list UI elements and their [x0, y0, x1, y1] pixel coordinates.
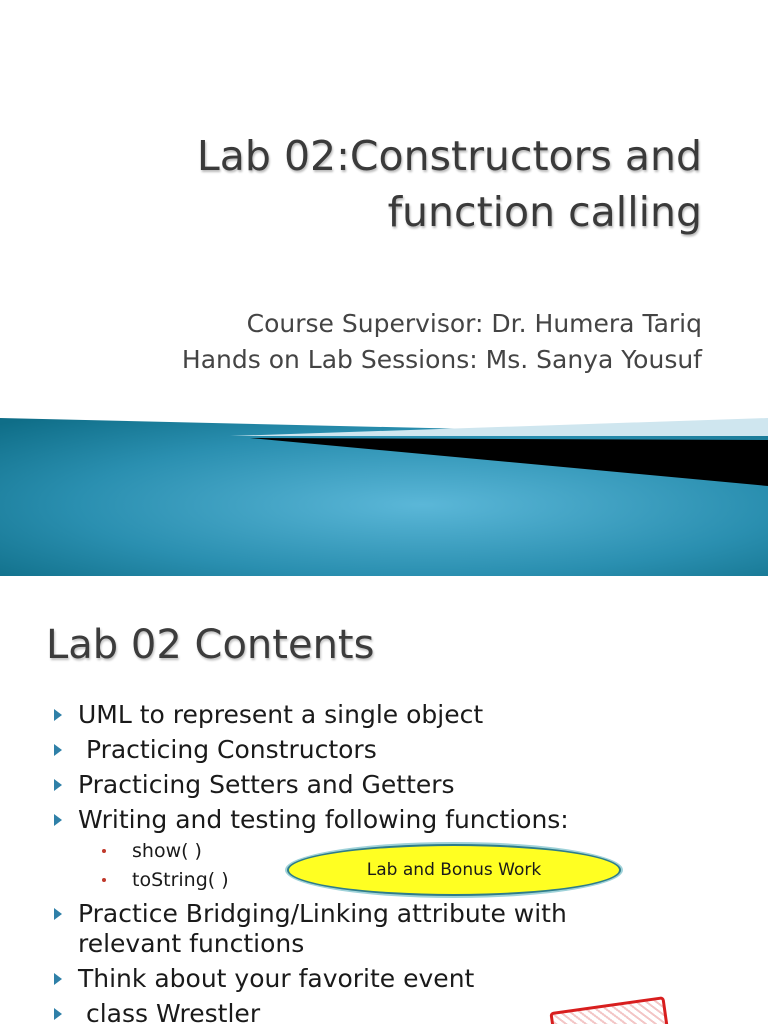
triangle-bullet-icon — [54, 779, 62, 791]
list-item — [52, 700, 672, 730]
list-item-text: Writing and testing following functions: — [78, 805, 569, 834]
sub-list-item-text: show( ) — [132, 840, 202, 862]
slide-subtitle — [42, 306, 702, 378]
dot-bullet-icon — [102, 849, 106, 853]
lab-bonus-callout — [287, 844, 621, 896]
slide-title — [62, 128, 702, 240]
contents-title: Lab 02 Contents — [46, 622, 375, 668]
triangle-bullet-icon — [54, 1008, 62, 1020]
triangle-bullet-icon — [54, 744, 62, 756]
list-item — [52, 964, 672, 994]
contents-slide — [0, 576, 768, 1024]
slide-title-line1: Lab 02:Constructors and — [196, 132, 702, 180]
triangle-bullet-icon — [54, 709, 62, 721]
list-item — [52, 770, 672, 800]
triangle-bullet-icon — [54, 908, 62, 920]
list-item-text: class Wrestler — [78, 999, 261, 1024]
list-item — [52, 899, 672, 959]
dot-bullet-icon — [102, 878, 106, 882]
slide-title-line2: function calling — [387, 188, 702, 236]
list-item — [52, 735, 672, 765]
sub-list-item-text: toString( ) — [132, 869, 229, 891]
list-item-text: UML to represent a single object — [78, 700, 484, 729]
lab-sessions-instructor: Hands on Lab Sessions: Ms. Sanya Yousuf — [181, 345, 702, 374]
triangle-bullet-icon — [54, 973, 62, 985]
list-item-text: Practicing Setters and Getters — [78, 770, 455, 799]
callout-text: Lab and Bonus Work — [366, 860, 542, 880]
list-item-text: Think about your favorite event — [78, 964, 475, 993]
list-item-text: Practice Bridging/Linking attribute with relevant functions — [78, 899, 567, 958]
decorative-band — [0, 410, 768, 576]
list-item — [52, 805, 672, 835]
course-supervisor: Course Supervisor: Dr. Humera Tariq — [246, 309, 702, 338]
triangle-bullet-icon — [54, 814, 62, 826]
list-item-text: Practicing Constructors — [78, 735, 377, 764]
